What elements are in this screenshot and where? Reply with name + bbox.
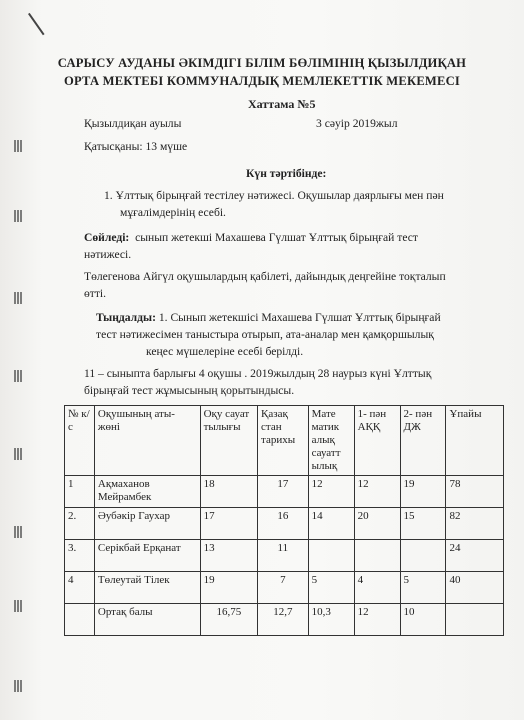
spoke-para2-line2: өтті. <box>84 287 107 300</box>
org-title-line1: САРЫСУ АУДАНЫ ӘКІМДІГІ БІЛІМ БӨЛІМІНІҢ ҚЫЗЫЛДИҚАН <box>57 56 467 70</box>
spoke-text-line2: нәтижесі. <box>84 248 132 261</box>
table-header-row <box>65 406 504 476</box>
cell: 12 <box>308 476 354 508</box>
village: Қызылдиқан ауылы <box>84 117 182 130</box>
header-total-score: Ұпайы <box>446 406 504 476</box>
cell: 19 <box>200 572 257 604</box>
header-number: № к/с <box>65 406 95 476</box>
listened-line3: кеңес мүшелеріне есебі берілді. <box>146 345 304 358</box>
cell <box>65 604 95 636</box>
cell: 12 <box>354 604 400 636</box>
cell: 24 <box>446 540 504 572</box>
header-student-name: Оқушының аты-жөні <box>94 406 200 476</box>
cell: 5 <box>308 572 354 604</box>
results-table <box>64 405 504 636</box>
table-row <box>65 540 504 572</box>
cell: 13 <box>200 540 257 572</box>
cell <box>400 540 446 572</box>
listened-label: Тыңдалды: <box>96 311 156 324</box>
binder-hole-mark <box>14 600 22 612</box>
cell: 12 <box>354 476 400 508</box>
binder-hole-mark <box>14 680 22 692</box>
date: 3 сәуір 2019жыл <box>316 117 398 130</box>
cell: Әубәкір Гаухар <box>94 508 200 540</box>
cell: 18 <box>200 476 257 508</box>
cell: 15 <box>400 508 446 540</box>
intro-line1: 11 – сыныпта барлығы 4 оқушы . 2019жылдың 28 наурыз күні Ұлттық <box>84 367 432 380</box>
spoke-para2-line1: Төлегенова Айгүл оқушылардың қабілеті, дайындық деңгейіне тоқталып <box>84 270 446 283</box>
cell: 82 <box>446 508 504 540</box>
table-row <box>65 572 504 604</box>
cell: 17 <box>200 508 257 540</box>
spoke-label: Сөйледі: <box>84 231 130 244</box>
cell: 5 <box>400 572 446 604</box>
binder-hole-mark <box>14 448 22 460</box>
cell: Ақмаханов Мейрамбек <box>94 476 200 508</box>
binder-hole-mark <box>14 140 22 152</box>
cell: 20 <box>354 508 400 540</box>
cell: 7 <box>258 572 309 604</box>
agenda-item-line2: мұғалімдерінің есебі. <box>120 206 226 219</box>
cell <box>308 540 354 572</box>
cell: 12,7 <box>258 604 309 636</box>
cell: Төлеутай Тілек <box>94 572 200 604</box>
spoke-text-line1: сынып жетекші Махашева Гүлшат Ұлттық бірыңғай тест <box>135 231 418 244</box>
cell: 19 <box>400 476 446 508</box>
binder-hole-mark <box>14 210 22 222</box>
header-subject1: 1- пән АҚҚ <box>354 406 400 476</box>
cell: 2. <box>65 508 95 540</box>
cell: 14 <box>308 508 354 540</box>
intro-line2: бірыңғай тест жұмысының қорытындысы. <box>84 384 295 397</box>
cell: Ортақ балы <box>94 604 200 636</box>
cell: Серікбай Ерқанат <box>94 540 200 572</box>
cell: 10 <box>400 604 446 636</box>
agenda-item-line1: 1. Ұлттық бірыңғай тестілеу нәтижесі. Оқушылар даярлығы мен пән <box>104 189 444 202</box>
scan-mark <box>28 13 45 35</box>
table-average-row <box>65 604 504 636</box>
cell: 11 <box>258 540 309 572</box>
cell <box>354 540 400 572</box>
header-reading-literacy: Оқу сауат тылығы <box>200 406 257 476</box>
cell: 4 <box>354 572 400 604</box>
cell: 1 <box>65 476 95 508</box>
listened-line1: 1. Сынып жетекшісі Махашева Гүлшат Ұлттық бірыңғай <box>158 311 441 324</box>
cell: 17 <box>258 476 309 508</box>
org-title-line2: ОРТА МЕКТЕБІ КОММУНАЛДЫҚ МЕМЛЕКЕТТІК МЕКЕМЕСІ <box>63 74 461 88</box>
cell: 40 <box>446 572 504 604</box>
header-subject2: 2- пән ДЖ <box>400 406 446 476</box>
table-row <box>65 508 504 540</box>
header-kazakhstan-history: Қазақ стан тарихы <box>258 406 309 476</box>
cell: 3. <box>65 540 95 572</box>
binder-hole-mark <box>14 292 22 304</box>
cell: 10,3 <box>308 604 354 636</box>
cell: 16 <box>258 508 309 540</box>
cell <box>446 604 504 636</box>
listened-line2: тест нәтижесімен таныстыра отырып, ата-аналар мен қамқоршылық <box>96 328 434 341</box>
binder-hole-mark <box>14 526 22 538</box>
binder-hole-mark <box>14 370 22 382</box>
cell: 4 <box>65 572 95 604</box>
header-math-literacy: Мате матик алық сауатт ылық <box>308 406 354 476</box>
protocol-number: Хаттама №5 <box>248 97 316 111</box>
attendees: Қатысқаны: 13 мүше <box>84 140 188 153</box>
agenda-title: Күн тәртібінде: <box>246 167 327 180</box>
cell: 16,75 <box>200 604 257 636</box>
cell: 78 <box>446 476 504 508</box>
table-row <box>65 476 504 508</box>
